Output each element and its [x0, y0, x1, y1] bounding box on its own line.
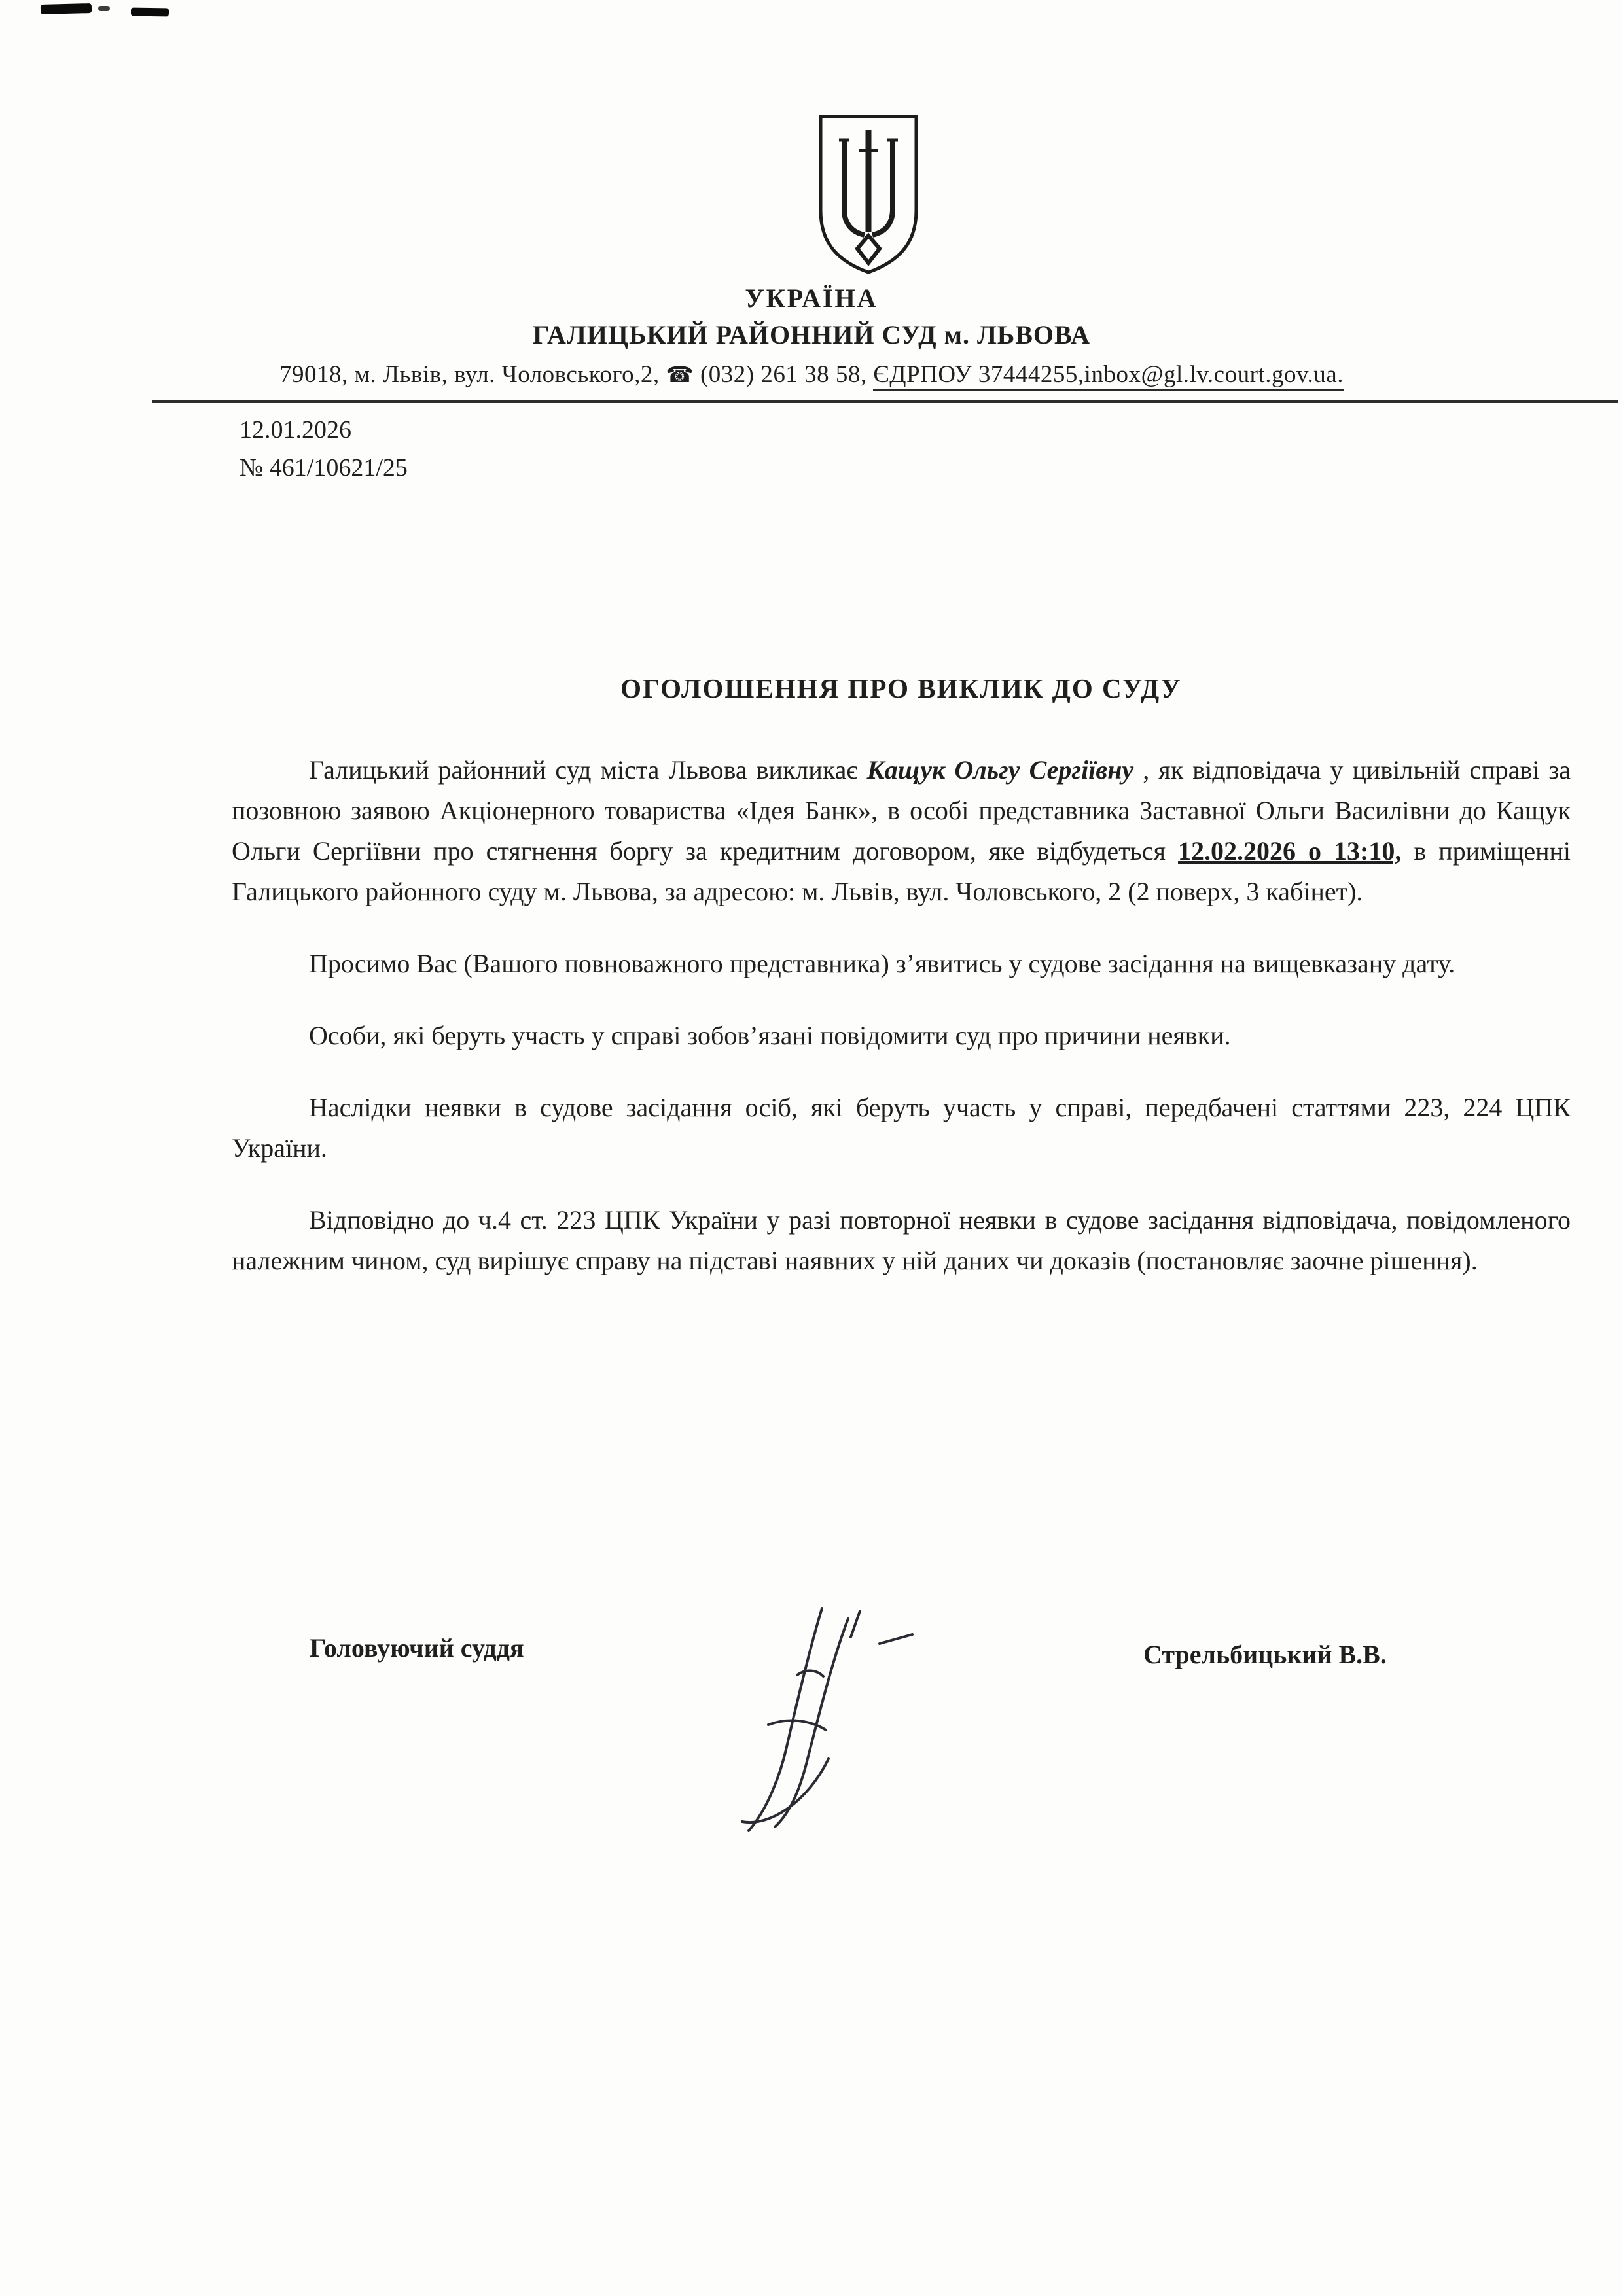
defendant-name: Кащук Ольгу Сергіївну	[866, 755, 1134, 785]
country-name: УКРАЇНА	[745, 283, 878, 313]
letterhead-divider	[152, 400, 1618, 403]
court-address: 79018, м. Львів, вул. Чоловського,2,	[279, 361, 660, 388]
paragraph-consequences: Наслідки неявки в судове засідання осіб, які беруть участь у справі, передбачені статтями 223, 224 ЦПК України.	[232, 1093, 1571, 1163]
case-number: № 461/10621/25	[240, 454, 408, 482]
document-meta	[240, 411, 408, 487]
handwritten-signature	[725, 1597, 954, 1858]
scan-artifact	[41, 3, 92, 14]
paragraph-text: , як відповідача у цивільній справі за позовною заявою Акціонерного товариства «Ідея Банк», в особі представника Заставної Ольги Василівни до Кащук Ольги Сергіївни про стягнення боргу за кредитним договором, яке відбудеться	[232, 755, 1571, 866]
paragraph-duty-to-notify: Особи, які беруть участь у справі зобов’язані повідомити суд про причини неявки.	[309, 1021, 1231, 1050]
court-edrpou-email: ЄДРПОУ 37444255,inbox@gl.lv.court.gov.ua.	[873, 361, 1344, 391]
paragraph-request: Просимо Вас (Вашого повноважного представника) з’явитись у судове засідання на вищевказану дату.	[309, 949, 1455, 978]
document-body	[232, 673, 1571, 1313]
scan-artifact	[98, 6, 110, 11]
paragraph-text: в приміщенні Галицького районного суду м. Львова, за адресою: м. Львів, вул. Чоловського, 2 (2 поверх, 3 кабінет).	[232, 836, 1571, 906]
ukraine-trident-emblem-icon	[813, 113, 924, 276]
paragraph-text: Галицький районний суд міста Львова викликає	[309, 755, 867, 785]
judge-title-label: Головуючий суддя	[310, 1633, 524, 1663]
court-phone: (032) 261 38 58,	[700, 361, 867, 388]
letterhead	[0, 283, 1623, 389]
scan-artifact	[131, 7, 169, 16]
court-name: ГАЛИЦЬКИЙ РАЙОННИЙ СУД м. ЛЬВОВА	[532, 320, 1091, 349]
judge-name: Стрельбицький В.В.	[1143, 1640, 1387, 1669]
paragraph-default-judgment: Відповідно до ч.4 ст. 223 ЦПК України у разі повторної неявки в судове засідання відповідача, повідомленого належним чином, суд вирішує справу на підставі наявних у ній даних чи доказів (постановляє заочне рішення).	[232, 1205, 1571, 1275]
paragraph-summons	[232, 750, 1571, 912]
court-address-line	[0, 361, 1623, 389]
document-title: ОГОЛОШЕННЯ ПРО ВИКЛИК ДО СУДУ	[620, 673, 1182, 703]
phone-icon: ☎	[666, 362, 694, 388]
hearing-datetime: 12.02.2026 о 13:10,	[1178, 836, 1402, 866]
document-date: 12.01.2026	[240, 416, 351, 444]
